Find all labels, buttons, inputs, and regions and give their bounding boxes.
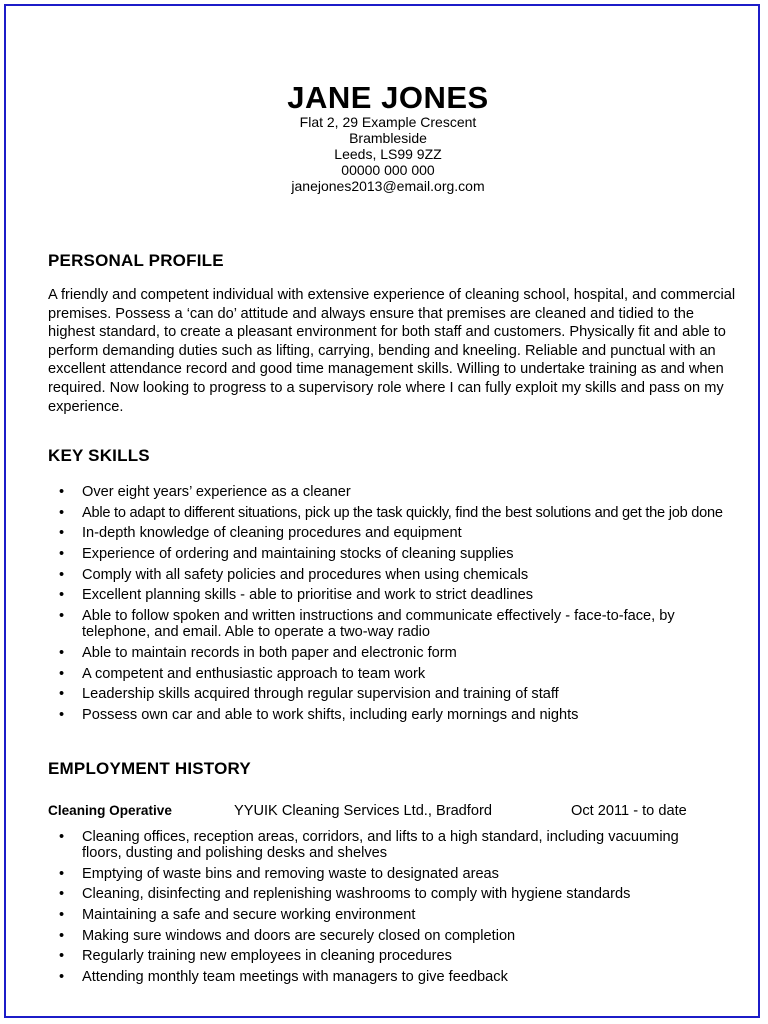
duty-text: Attending monthly team meetings with managers to give feedback (82, 969, 508, 986)
skill-text: Experience of ordering and maintaining stocks of cleaning supplies (82, 546, 514, 563)
duty-text: Maintaining a safe and secure working environment (82, 907, 416, 924)
list-item (48, 707, 738, 723)
bullet-icon: • (59, 927, 65, 944)
bullet-icon: • (59, 686, 65, 703)
skill-text: In-depth knowledge of cleaning procedures and equipment (82, 525, 462, 542)
duty-text: Making sure windows and doors are securely closed on completion (82, 927, 516, 944)
list-item (48, 886, 738, 902)
skill-text: Able to maintain records in both paper and electronic form (82, 644, 457, 661)
list-item (48, 948, 738, 964)
bullet-icon: • (59, 587, 65, 604)
duty-text: Cleaning, disinfecting and replenishing washrooms to comply with hygiene standards (82, 886, 631, 903)
employment-history-heading: EMPLOYMENT HISTORY (48, 759, 251, 778)
list-item (48, 866, 738, 882)
list-item (48, 686, 738, 702)
skill-text: Able to adapt to different situations, pick up the task quickly, find the best solutions and get the job done (82, 504, 723, 521)
key-skills-list (48, 484, 738, 728)
bullet-icon: • (59, 665, 65, 682)
duty-text: Emptying of waste bins and removing waste to designated areas (82, 865, 499, 882)
address-line-3: Leeds, LS99 9ZZ (334, 146, 442, 162)
contact-details (48, 114, 728, 194)
skill-text: Possess own car and able to work shifts, including early mornings and nights (82, 706, 579, 723)
list-item (48, 546, 738, 562)
address-line-2: Brambleside (349, 130, 427, 146)
bullet-icon: • (59, 969, 65, 986)
job-duties-list (48, 829, 738, 990)
bullet-icon: • (59, 886, 65, 903)
list-item (48, 587, 738, 603)
skill-text: Able to follow spoken and written instructions and communicate effectively - face-to-face, by telephone, and email. Able to operate a two-way radio (82, 608, 675, 641)
list-item (48, 666, 738, 682)
list-item (48, 928, 738, 944)
skill-text: Excellent planning skills - able to prioritise and work to strict deadlines (82, 587, 534, 604)
email-address: janejones2013@email.org.com (291, 178, 485, 194)
page-frame (4, 4, 760, 1018)
bullet-icon: • (59, 504, 64, 521)
skill-text: Over eight years’ experience as a cleaner (82, 484, 351, 500)
bullet-icon: • (59, 948, 65, 965)
skill-text: Leadership skills acquired through regular supervision and training of staff (82, 686, 559, 703)
skill-text: A competent and enthusiastic approach to team work (82, 665, 426, 682)
job-title: Cleaning Operative (48, 803, 172, 818)
bullet-icon: • (59, 566, 65, 583)
personal-profile-heading: PERSONAL PROFILE (48, 251, 224, 270)
bullet-icon: • (59, 644, 65, 661)
bullet-icon: • (59, 484, 65, 500)
skill-text: Comply with all safety policies and procedures when using chemicals (82, 566, 529, 583)
personal-profile-text: A friendly and competent individual with extensive experience of cleaning school, hospital, and commercial premises. Possess a ‘can do’ attitude and always ensure that premises are cleaned and tidied to the highest standard, to create a pleasant environment for both staff and customers. Physically fit and able to perform demanding duties such as lifting, carrying, bending and kneeling. Reliable and punctual with an excellent attendance record and good time management skills. Willing to undertake training as and when required. Now looking to progress to a supervisory role where I can fully exploit my skills and pass on my experience. (48, 287, 736, 415)
address-line-1: Flat 2, 29 Example Crescent (299, 114, 477, 130)
list-item (48, 567, 738, 583)
bullet-icon: • (59, 829, 65, 845)
bullet-icon: • (59, 706, 65, 723)
list-item (48, 907, 738, 923)
list-item (48, 505, 738, 521)
bullet-icon: • (59, 525, 65, 542)
bullet-icon: • (59, 608, 65, 625)
duty-text: Regularly training new employees in cleaning procedures (82, 948, 452, 965)
bullet-icon: • (59, 865, 65, 882)
bullet-icon: • (59, 546, 65, 563)
candidate-name: JANE JONES (287, 80, 489, 115)
phone-number: 00000 000 000 (341, 162, 435, 178)
list-item (48, 829, 738, 861)
job-company: YYUIK Cleaning Services Ltd., Bradford (234, 803, 492, 819)
bullet-icon: • (59, 907, 65, 924)
list-item (48, 969, 738, 985)
list-item (48, 645, 738, 661)
duty-text: Cleaning offices, reception areas, corridors, and lifts to a high standard, including vacuuming floors, dusting and polishing desks and shelves (82, 829, 679, 861)
list-item (48, 484, 738, 500)
job-dates: Oct 2011 - to date (571, 803, 687, 819)
list-item (48, 525, 738, 541)
list-item (48, 608, 738, 640)
key-skills-heading: KEY SKILLS (48, 446, 150, 465)
